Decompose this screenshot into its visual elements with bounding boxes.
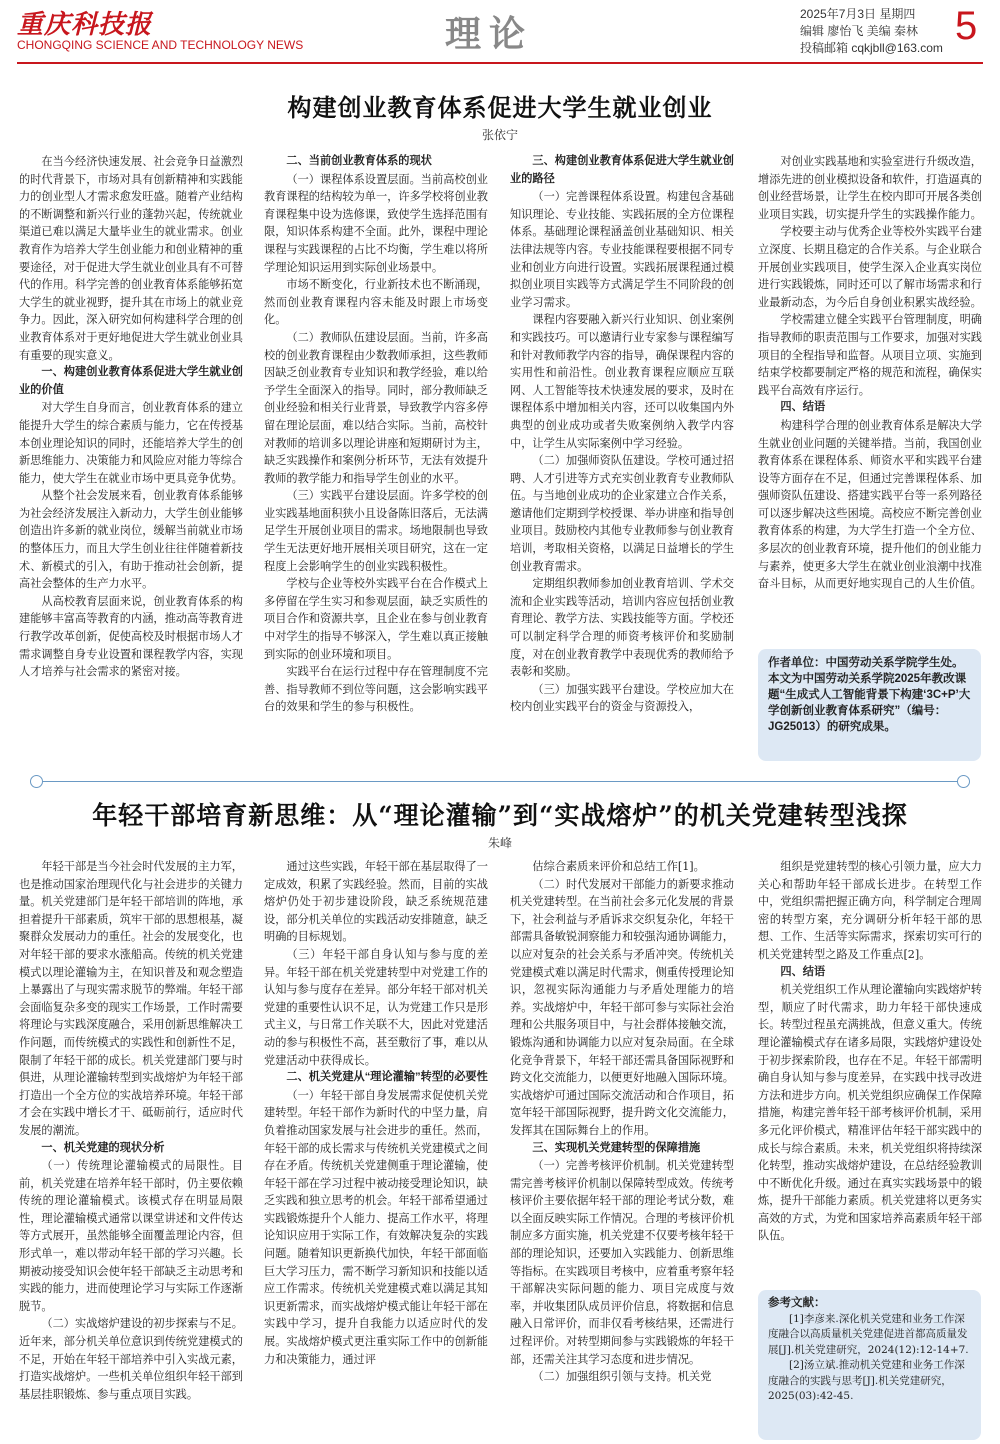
page-number: 5 [955,4,978,48]
paragraph: （一）年轻干部自身发展需求促使机关党建转型。年轻干部作为新时代的中坚力量，肩负着推动国家发展与社会进步的重任。然而，年轻干部的成长需求与传统机关党建模式之间存在矛盾。传统机关党建侧重于理论灌输，使年轻干部在学习过程中被动接受理论知识，缺乏实践和独立思考的机会。年轻干部希望通过实践锻炼提升个人能力、提高工作水平，将理论知识应用于实际工作，有效解决复杂的实践问题。随着知识更新换代加快，年轻干部面临巨大学习压力，需不断学习新知识和技能以适应工作需求。传统机关党建模式难以满足其知识更新需求，而实战熔炉模式能让年轻干部在实践中学习，提升自我能力以适应时代的发展。实战熔炉模式更注重实际工作中的创新能力和决策能力，通过评 [264,1088,488,1366]
paragraph: （三）年轻干部自身认知与参与度的差异。年轻干部在机关党建转型中对党建工作的认知与参与度存在差异。部分年轻干部对机关党建的重要性认识不足，认为党建工作只是形式主义，与日常工作关联不大，因此对党建活动的参与积极性不高，甚至敷衍了事，难以从党建活动中获得成长。 [264,947,488,1067]
paragraph: 定期组织教师参加创业教育培训、学术交流和企业实践等活动，培训内容应包括创业教育理论、教学方法、实践技能等方面。学校还可以制定科学合理的师资考核评价和奖励制度，对在创业教育教学中表现优秀的教师给予表彰和奖励。 [510,577,734,679]
article1-author: 张依宁 [481,128,518,142]
paragraph: （三）加强实践平台建设。学校应加大在校内创业实践平台的资金与资源投入， [510,682,734,714]
section-heading: 四、结语 [780,401,826,414]
masthead [0,0,1000,60]
paragraph: 从整个社会发展来看，创业教育体系能够为社会经济发展注入新动力，大学生创业能够创造出许多新的就业岗位，缓解当前就业市场的整体压力，而且大学生创业往往伴随着新技术、新模式的引入，有助于推动社会创新，提高社会整体的生产力水平。 [19,489,243,591]
article2-author: 朱峰 [487,836,512,850]
references-box [758,1290,981,1440]
issue-date: 2025年7月3日 星期四 [800,7,916,21]
paragraph: （一）完善考核评价机制。机关党建转型需完善考核评价机制以保障转型成效。传统考核评价主要依据年轻干部的理论考试分数，难以全面反映实际工作情况。合理的考核评价机制应多方面实施，机关党建不仅要考核年轻干部的理论知识，还要加入实践能力、创新思维等指标。在实践项目考核中，应着重考察年轻干部解决实际问题的能力、项目完成度与效率，并收集团队成员评价信息，将数据和信息融入日常评价，而非仅看考核结果，还需进行过程评价。对转型期间参与实践锻炼的年轻干部，还需关注其学习态度和进步情况。 [510,1159,734,1366]
section-heading: 四、结语 [780,965,826,978]
paragraph: 机关党组织工作从理论灌输向实践熔炉转型，顺应了时代需求，助力年轻干部快速成长。转型过程虽充满挑战，但意义重大。传统理论灌输模式存在诸多局限，实践熔炉建设处于初步探索阶段，也存在不足。年轻干部需明确自身认知与参与度差异，在实践中找寻改进方法和进步方向。机关党组织应确保工作保障措施，构建完善年轻干部考核评价机制，采用多元化评价模式，精准评估年轻干部实践中的成长与综合素质。未来，机关党组织将持续深化转型，推动实战熔炉建设，在总结经验教训中不断优化升级。通过在真实实践场景中的锻炼，提升干部能力素质。机关党建将以更务实高效的方式，为党和国家培养高素质年轻干部队伍。 [758,983,982,1243]
article2-column-4 [758,858,982,1284]
paragraph: （二）实战熔炉建设的初步探索与不足。近年来，部分机关单位意识到传统党建模式的不足，开始在年轻干部培养中引入实战元素，打造实战熔炉。一些机关单位组织年轻干部到基层挂职锻炼、参与重点项目实践。 [19,1317,243,1401]
paragraph: （二）时代发展对干部能力的新要求推动机关党建转型。在当前社会多元化发展的背景下，社会利益与矛盾诉求交织复杂化，年轻干部需具备敏锐洞察能力和较强沟通协调能力，以应对复杂的社会关系与矛盾冲突。传统机关党建模式难以满足时代需求，侧重传授理论知识，忽视实际沟通能力与矛盾处理能力的培养。实战熔炉中，年轻干部可参与实际社会治理和公共服务项目中，与社会群体接触交流，锻炼沟通和协调能力以应对复杂局面。在全球化竞争背景下，年轻干部还需具备国际视野和跨文化交流能力，以便更好地融入国际环境。实战熔炉可通过国际交流活动和合作项目，拓宽年轻干部国际视野，提升跨文化交流能力，发挥其在国际舞台上的作用。 [510,877,734,1137]
section-heading: 一、构建创业教育体系促进大学生就业创业的价值 [19,366,243,396]
newspaper-logo: 重庆科技报 [17,10,153,40]
paragraph: 对创业实践基地和实验室进行升级改造，增添先进的创业模拟设备和软件，打造逼真的创业经营场景，让学生在校内即可开展各类创业项目实践，切实提升学生的实践操作能力。 [758,155,982,221]
article2-title: 年轻干部培育新思维：从“理论灌输”到“实战熔炉”的机关党建转型浅探 [92,801,908,830]
paragraph: （二）加强师资队伍建设。学校可通过招聘、人才引进等方式充实创业教育专业教师队伍。与当地创业成功的企业家建立合作关系，邀请他们定期到学校授课、举办讲座和指导创业项目。鼓励校内其他专业教师参与创业教育培训，考取相关资格，以满足日益增长的学生创业教育需求。 [510,454,734,573]
paragraph: 估综合素质来评价和总结工作[1]。 [532,860,705,873]
article1-column-3 [510,153,734,763]
header-rule [17,62,983,64]
article1-column-4 [758,153,982,641]
paragraph: 学校需建立健全实践平台管理制度，明确指导教师的职责范围与工作要求，加强对实践项目的全程指导和监督。从项目立项、实施到结束学校都要制定严格的规范和流程，确保实践平台高效有序运行。 [758,313,982,397]
article1-column-1 [19,153,243,763]
article2-column-3 [510,858,734,1442]
article2-column-1 [19,858,243,1442]
paragraph: 学校与企业等校外实践平台在合作模式上多停留在学生实习和参观层面，缺乏实质性的项目合作和资源共享，且企业在参与创业教育中对学生的指导不够深入，学生难以真正接触到实际的创业环境和项目。 [264,577,488,661]
references-title: 参考文献： [768,1297,826,1309]
submission-email: 投稿邮箱 cqkjbll@163.com [800,41,943,55]
section-heading: 三、实现机关党建转型的保障措施 [532,1141,701,1154]
paragraph: （一）课程体系设置层面。当前高校创业教育课程的结构较为单一，许多学校将创业教育课程集中设为选修课，致使学生选择范围有限，知识体系构建不全面。此外，课程中理论课程与实践课程的占比不均衡，学生难以将所学理论知识运用到实际创业场景中。 [264,172,488,274]
paragraph: （一）传统理论灌输模式的局限性。目前，机关党建在培养年轻干部时，仍主要依赖传统的理论灌输模式。该模式存在明显局限性，理论灌输模式通常以课堂讲述和文件传达等方式展开，虽然能够全面覆盖理论内容，但形式单一，难以带动年轻干部的学习兴趣。长期被动接受知识会使年轻干部缺乏主动思考和实践的能力，进而使理论学习与实际工作逐渐脱节。 [19,1159,243,1313]
paragraph: 构建科学合理的创业教育体系是解决大学生就业创业问题的关键举措。当前，我国创业教育体系在课程体系、师资水平和实践平台建设等方面存在不足，但通过完善课程体系、加强师资队伍建设、搭建实践平台等一系列路径可以逐步解决这些困境。高校应不断完善创业教育体系的构建，为大学生打造一个全方位、多层次的创业教育环境，提升他们的创业能力与素养，使更多大学生在就业创业浪潮中找准奋斗目标，从而更好地实现自己的人生价值。 [758,418,982,591]
paragraph: 组织是党建转型的核心引领力量，应大力关心和帮助年轻干部成长进步。在转型工作中，党组织需把握正确方向，科学制定合理周密的转型方案，充分调研分析年轻干部的思想、工作、生活等实际需求，探索切实可行的机关党建转型之路及工作重点[2]。 [758,860,982,961]
paragraph: 实践平台在运行过程中存在管理制度不完善、指导教师不到位等问题，这会影响实践平台的效果和学生的参与积极性。 [264,665,488,714]
article2-column-2 [264,858,488,1442]
newspaper-logo-english: CHONGQING SCIENCE AND TECHNOLOGY NEWS [17,38,304,52]
paragraph: 课程内容要融入新兴行业知识、创业案例和实践技巧。可以邀请行业专家参与课程编写和针对教师教学内容的指导，确保课程内容的实用性和前沿性。创业教育课程应顺应互联网、人工智能等技术快速发展的要求，及时在课程体系中增加相关内容，还可以收集国内外典型的创业成功或者失败案例纳入教学内容中，让学生从实际案例中学习经验。 [510,313,734,450]
paragraph: 在当今经济快速发展、社会竞争日益激烈的时代背景下，市场对具有创新精神和实践能力的创业型人才需求愈发旺盛。随着产业结构的不断调整和新兴行业的蓬勃兴起，传统就业渠道已难以满足大量毕业生的就业需求。创业教育作为培养大学生创业能力和创业精神的重要途径，对于促进大学生就业创业具有不可替代的作用。科学完善的创业教育体系能够拓宽大学生的就业视野，提升其在市场上的就业竞争力。因此，深入研究如何构建科学合理的创业教育体系对于更好地促进大学生就业创业具有重要的现实意义。 [19,155,243,362]
paragraph: （二）教师队伍建设层面。当前，许多高校的创业教育课程由少数教师承担，这些教师因缺乏创业教育专业知识和教学经验，难以给予学生全面深入的指导。同时，部分教师缺乏创业经验和相关行业背景，导致教学内容多停留在理论层面，难以结合实际。当前，高校针对教师的培训多以理论讲座和短期研讨为主，缺乏实践操作和案例分析环节，无法有效提升教师的教学能力和指导学生创业的水平。 [264,330,488,485]
section-heading: 三、构建创业教育体系促进大学生就业创业的路径 [510,155,734,185]
article1-column-2 [264,153,488,763]
reference-item: [2]汤立斌.推动机关党建和业务工作深度融合的实践与思考[J].机关党建研究，2025(03):42-45. [768,1359,965,1402]
section-heading: 一、机关党建的现状分析 [41,1141,165,1154]
paragraph: 通过这些实践，年轻干部在基层取得了一定成效，积累了实践经验。然而，目前的实战熔炉仍处于初步建设阶段，缺乏系统规范建设，部分机关单位的实践活动安排随意，缺乏明确的目标规划。 [264,860,488,944]
paragraph: （二）加强组织引领与支持。机关党 [532,1370,712,1384]
section-heading: 二、机关党建从“理论灌输”转型的必要性 [286,1071,488,1084]
reference-item: [1]李彦来.深化机关党建和业务工作深度融合以高质量机关党建促进首都高质量发展[J].机关党建研究，2024(12):12-14+7. [768,1312,969,1356]
paragraph: （三）实践平台建设层面。许多学校的创业实践基地面积狭小且设备陈旧落后，无法满足学生开展创业项目的需求。场地限制也导致学生无法更好地开展相关项目研究，这在一定程度上会影响学生的创业实践积极性。 [264,489,488,573]
article-divider [30,775,970,789]
paragraph: 年轻干部是当今社会时代发展的主力军，也是推动国家治理现代化与社会进步的关键力量。机关党建部门是年轻干部培训的阵地，承担着提升干部素质，筑牢干部的思想根基，凝聚群众发展动力的重任。社会的发展变化，也对年轻干部的要求水涨船高。传统的机关党建模式以理论灌输为主，在知识普及和观念塑造上暴露出了与现实需求脱节的弊端。年轻干部会面临复杂多变的现实工作场景，工作时需要将理论与实践深度融合，采用创新思维解决工作问题，而传统模式的实践性和创新性不足，限制了年轻干部的成长。机关党建部门要与时俱进，从理论灌输转型到实战熔炉为年轻干部打造出一个全方位的实战培养环境。年轻干部才会在实践中增长才干、砥砺前行，适应时代发展的潮流。 [19,860,243,1137]
author-note: 作者单位：中国劳动关系学院学生处。本文为中国劳动关系学院2025年教改课题“生成式人工智能背景下构建‘3C+P’大学创新创业教育体系研究”（编号：JG25013）的研究成果。 [758,649,981,761]
editor-credits: 编辑 廖怡飞 美编 秦林 [800,24,919,38]
paragraph: 学校要主动与优秀企业等校外实践平台建立深度、长期且稳定的合作关系。与企业联合开展创业实践项目，使学生深入企业真实岗位进行实践锻炼，同时还可以了解市场需求和行业最新动态，为今后自身创业积累实战经验。 [758,225,982,309]
section-heading: 二、当前创业教育体系的现状 [286,155,432,167]
paragraph: 对大学生自身而言，创业教育体系的建立能提升大学生的综合素质与能力，它在传授基本创业理论知识的同时，还能培养大学生的创新思维能力、决策能力和风险应对能力等综合能力，使大学生在就业市场中更具竞争优势。 [19,401,243,485]
issue-info [800,6,943,57]
section-title: 理论 [445,13,534,55]
paragraph: （一）完善课程体系设置。构建包含基础知识理论、专业技能、实践拓展的全方位课程体系。基础理论课程涵盖创业基础知识、相关法律法规等内容。专业技能课程要根据不同专业和创业方向进行设置。实践拓展课程通过模拟创业项目实践等方式满足学生不同阶段的创业学习需求。 [510,190,734,309]
paragraph: 从高校教育层面来说，创业教育体系的构建能够丰富高等教育的内涵，推动高等教育进行教学改革创新，促使高校及时根据市场人才需求调整自身专业设置和课程教学内容，实现人才培养与社会需求的紧密对接。 [19,594,243,679]
article1-title: 构建创业教育体系促进大学生就业创业 [287,93,713,122]
paragraph: 市场不断变化，行业新技术也不断涌现，然而创业教育课程内容未能及时跟上市场变化。 [264,278,488,327]
